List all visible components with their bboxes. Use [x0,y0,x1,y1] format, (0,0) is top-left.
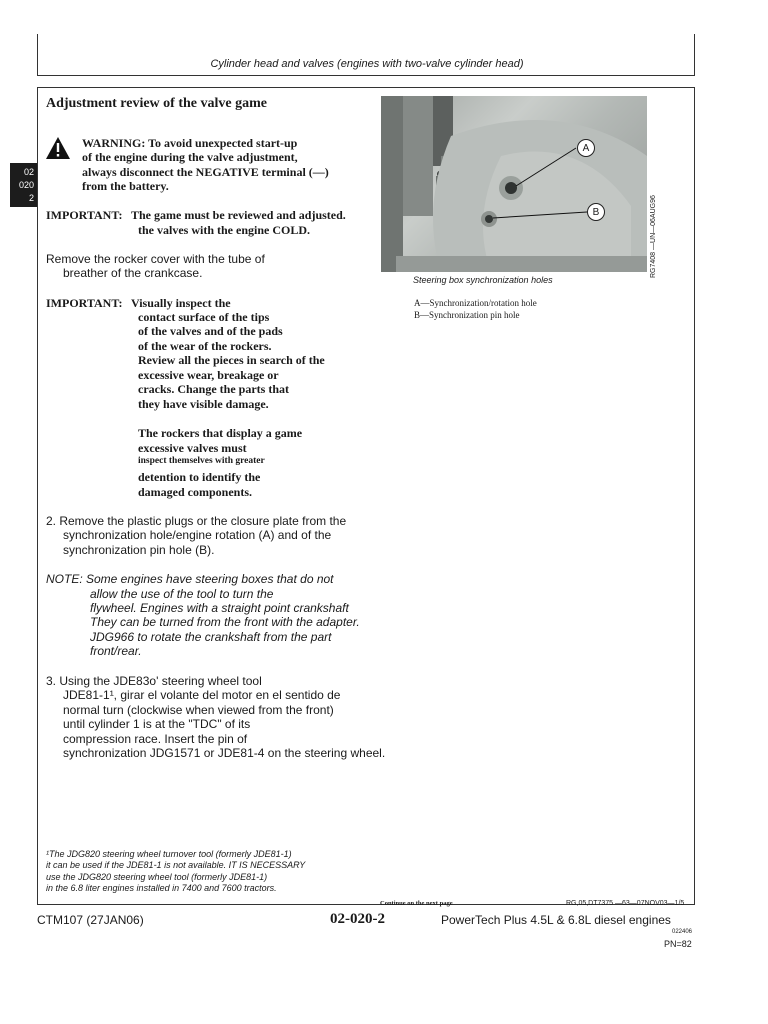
running-header [37,34,695,76]
engine-photo [381,96,647,272]
important-text: The game must be reviewed and adjusted. [131,208,346,222]
warning-line: WARNING: To avoid unexpected start-up [82,136,298,150]
note-text: allow the use of the tool to turn the [90,587,274,601]
figure-legend-item: B—Synchronization pin hole [414,310,520,320]
footnote-line: ¹The JDG820 steering wheel turnover tool (formerly JDE81-1) [46,849,292,859]
step-text: 3. Using the JDE83o' steering wheel tool [46,674,262,688]
step-text: JDE81-1¹, girar el volante del motor en el sentido de [63,688,341,702]
note-text: JDG966 to rotate the crankshaft from the part [90,630,332,644]
important-text: the valves with the engine COLD. [138,223,310,237]
footer-manual-title: PowerTech Plus 4.5L & 6.8L diesel engines [441,913,671,927]
warning-line: of the engine during the valve adjustment, [82,150,298,164]
step-text: normal turn (clockwise when viewed from the front) [63,703,334,717]
important-text: excessive wear, breakage or [138,368,279,382]
step-text: compression race. Insert the pin of [63,732,248,746]
important-text: of the wear of the rockers. [138,339,272,353]
footnote-line: it can be used if the JDE81-1 is not available. IT IS NECESSARY [46,860,306,870]
continue-note: Continue on the next page [380,900,453,907]
step-text: synchronization pin hole (B). [63,543,215,557]
section-tab-line: 2 [28,193,34,203]
instruction-text: Remove the rocker cover with the tube of [46,252,265,266]
important-text: excessive valves must [138,441,247,455]
section-tab-line: 02 [23,167,34,177]
footnote-line: in the 6.8 liter engines installed in 7400 and 7600 tractors. [46,883,277,893]
warning-line: from the battery. [82,179,169,193]
important-text: damaged components. [138,485,253,499]
section-tab [10,163,37,207]
reference-code: RG,05,DT7375 —63—07NOV03—1/5 [566,900,685,907]
important-text: of the valves and of the pads [138,324,283,338]
figure-caption: Steering box synchronization holes [413,275,553,285]
warning-triangle-icon [45,136,71,160]
section-title: Adjustment review of the valve game [46,96,267,111]
important-text: Review all the pieces in search of the [138,353,325,367]
important-text: cracks. Change the parts that [138,382,289,396]
step-text: synchronization JDG1571 or JDE81-4 on the steering wheel. [63,746,386,760]
footer-page-number: 02-020-2 [330,911,385,927]
footnote-line: use the JDG820 steering wheel tool (formerly JDE81-1) [46,872,268,882]
footer-pn: PN=82 [664,939,692,949]
header-title: Cylinder head and valves (engines with two-valve cylinder head) [210,58,524,70]
callout-b: B [587,203,605,221]
callout-a: A [577,139,595,157]
important-text: The rockers that display a game [138,426,303,440]
important-text: they have visible damage. [138,397,269,411]
note-text: NOTE: Some engines have steering boxes that do not [46,572,334,586]
important-text: inspect themselves with greater [138,456,265,466]
note-text: flywheel. Engines with a straight point crankshaft [90,601,349,615]
step-text: until cylinder 1 is at the "TDC" of its [63,717,251,731]
step-text: 2. Remove the plastic plugs or the closure plate from the [46,514,347,528]
instruction-text: breather of the crankcase. [63,266,203,280]
figure-legend-item: A—Synchronization/rotation hole [414,298,537,308]
important-text: contact surface of the tips [138,310,270,324]
important-text: Visually inspect the [131,296,231,310]
footer-date: 022406 [672,929,693,935]
important-label: IMPORTANT: [46,296,123,310]
footer-doc-id: CTM107 (27JAN06) [37,913,144,927]
important-text: detention to identify the [138,470,261,484]
warning-line: always disconnect the NEGATIVE terminal (—) [82,165,329,179]
important-label: IMPORTANT: [46,208,123,222]
note-text: They can be turned from the front with the adapter. [90,615,360,629]
note-text: front/rear. [90,644,142,658]
section-tab-line: 020 [18,180,34,190]
figure-code: RG7408 —UN—06AUG96 [650,195,657,278]
step-text: synchronization hole/engine rotation (A) and of the [63,528,332,542]
